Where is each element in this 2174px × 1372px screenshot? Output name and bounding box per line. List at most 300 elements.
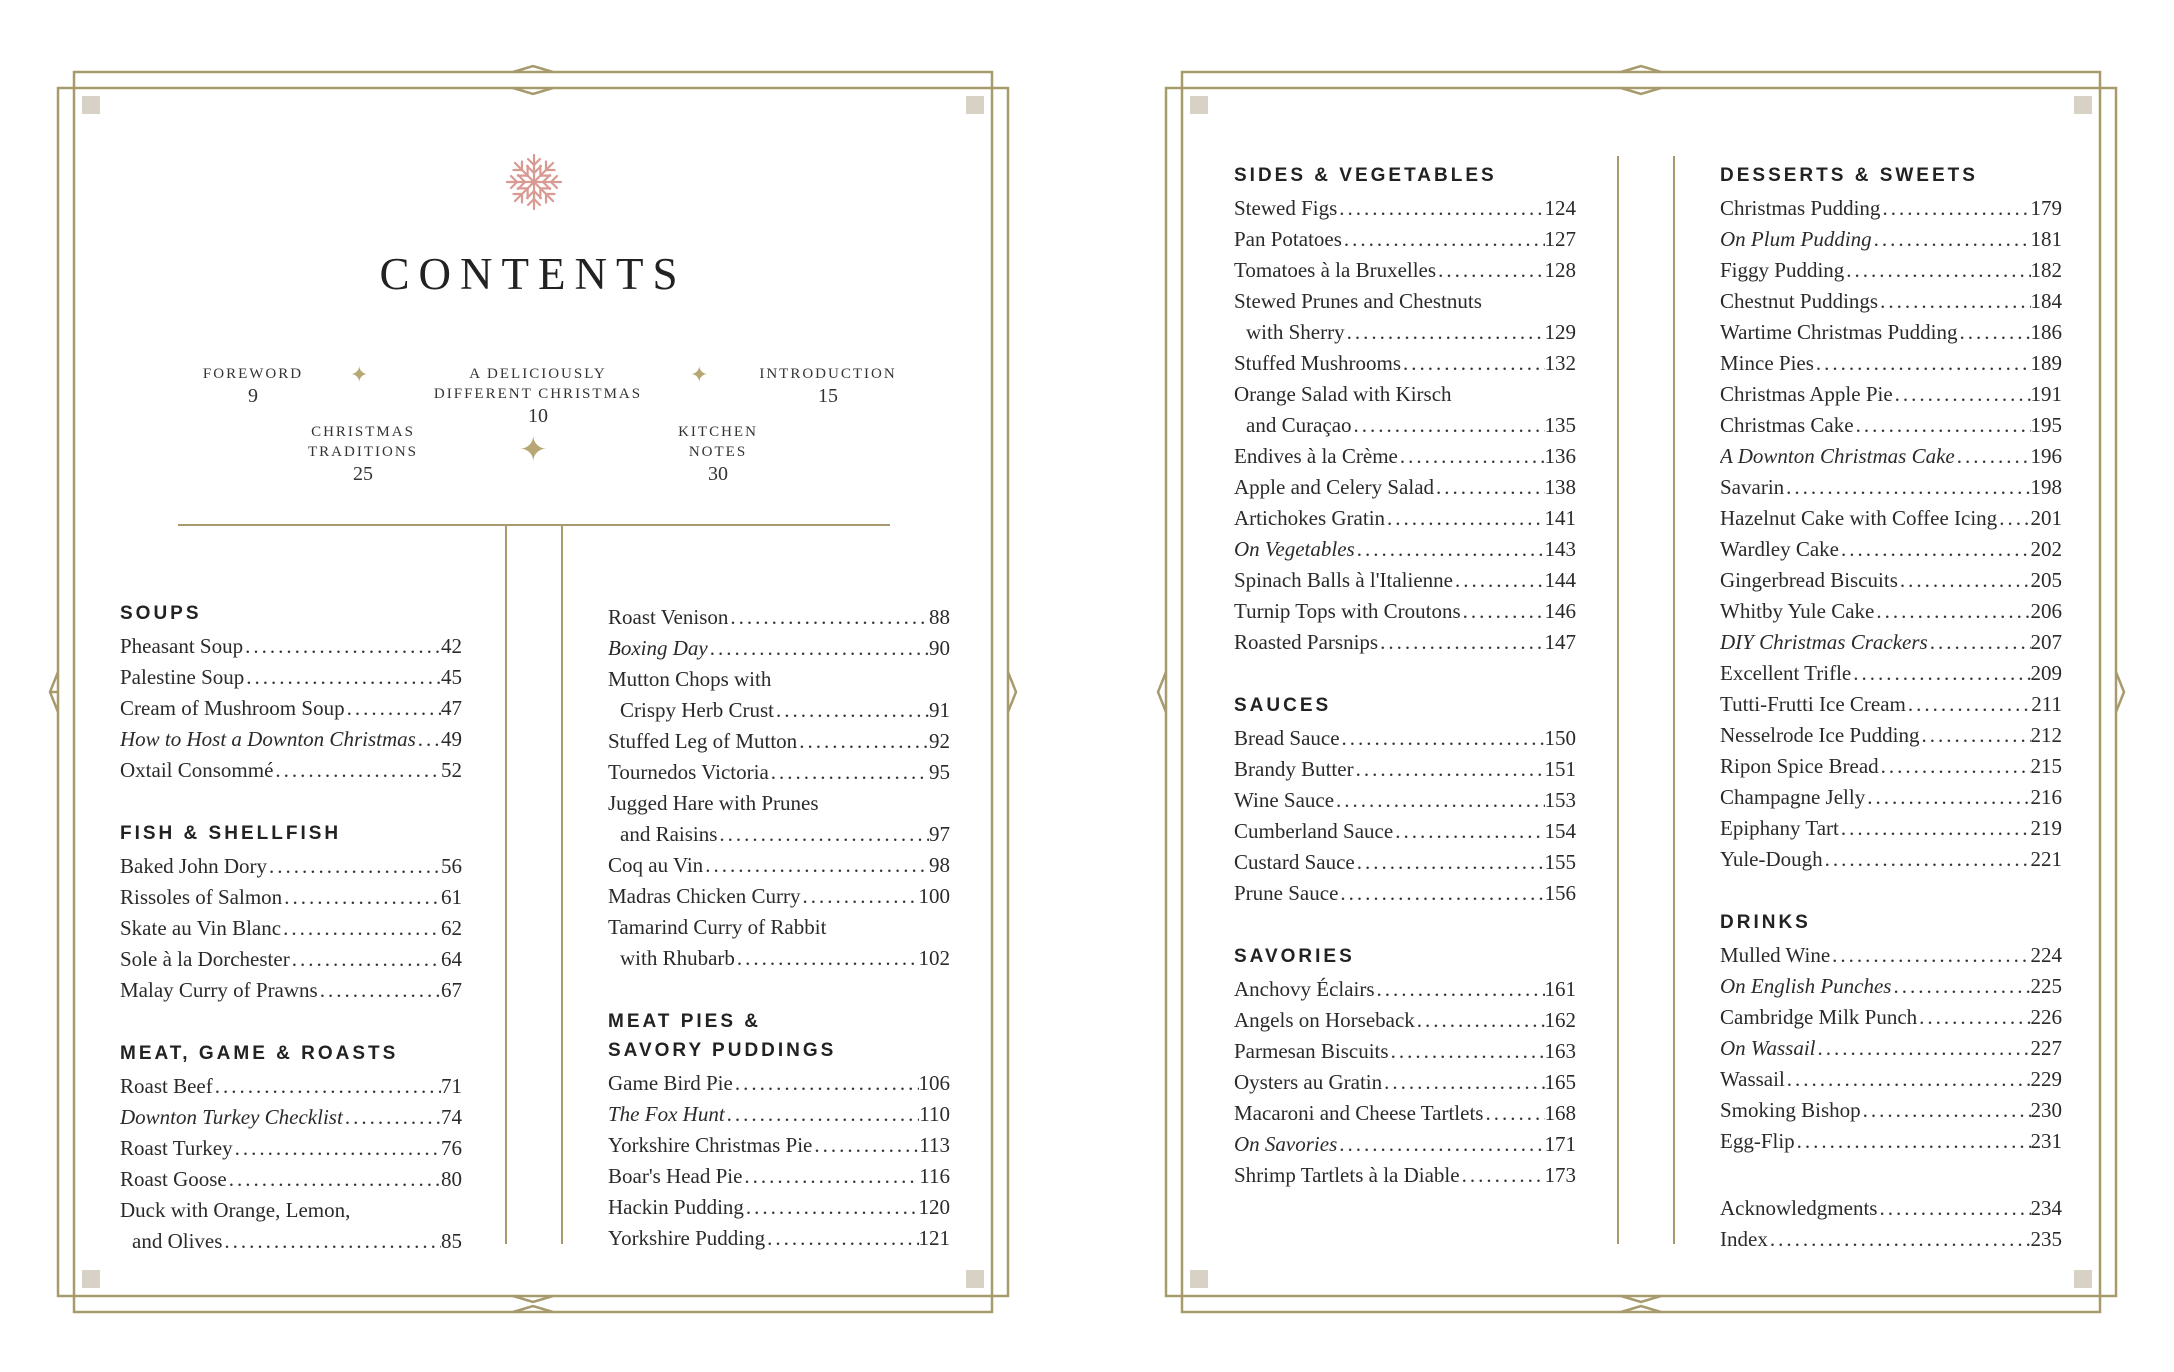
dot-leader bbox=[1957, 317, 2030, 348]
toc-entry bbox=[1234, 348, 1576, 379]
section-title: FISH & SHELLFISH bbox=[120, 823, 342, 844]
entry-title: Roast Goose bbox=[120, 1167, 227, 1191]
entry-page-number: 144 bbox=[1544, 568, 1576, 592]
dot-leader bbox=[343, 1102, 441, 1133]
entry-page-number: 76 bbox=[441, 1136, 462, 1160]
entry-title: Artichokes Gratin bbox=[1234, 506, 1386, 530]
entry-title: Tournedos Victoria bbox=[608, 760, 769, 784]
toc-entry bbox=[608, 912, 950, 943]
entry-page-number: 129 bbox=[1544, 320, 1576, 344]
entry-page-number: 181 bbox=[2030, 227, 2062, 251]
entry-title: Gingerbread Biscuits bbox=[1720, 568, 1898, 592]
toc-entry bbox=[608, 788, 950, 819]
entry-page-number: 173 bbox=[1544, 1163, 1576, 1187]
entry-title: How to Host a Downton Christmas bbox=[120, 727, 416, 751]
toc-section bbox=[608, 602, 950, 974]
toc-entry bbox=[120, 1195, 462, 1226]
entry-page-number: 163 bbox=[1544, 1039, 1576, 1063]
entry-title: Figgy Pudding bbox=[1720, 258, 1845, 282]
entry-page-number: 230 bbox=[2030, 1098, 2062, 1122]
entry-page-number: 226 bbox=[2030, 1005, 2062, 1029]
toc-entry bbox=[608, 1161, 950, 1192]
entry-page-number: 227 bbox=[2030, 1036, 2062, 1060]
entry-page-number: 186 bbox=[2030, 320, 2062, 344]
entry-page-number: 74 bbox=[441, 1105, 462, 1129]
dot-leader bbox=[1823, 844, 2031, 875]
dot-leader bbox=[1355, 534, 1545, 565]
toc-entry bbox=[1234, 193, 1576, 224]
entry-page-number: 143 bbox=[1544, 537, 1576, 561]
dot-leader bbox=[244, 662, 441, 693]
toc-entry bbox=[608, 819, 950, 850]
entry-title: and Olives bbox=[132, 1229, 223, 1253]
dot-leader bbox=[318, 975, 441, 1006]
dot-leader bbox=[1385, 503, 1544, 534]
toc-entry bbox=[608, 1099, 950, 1130]
entry-title: Turnip Tops with Croutons bbox=[1234, 599, 1461, 623]
entry-title: Roast Venison bbox=[608, 605, 729, 629]
entry-title: Boxing Day bbox=[608, 636, 708, 660]
dot-leader bbox=[735, 943, 919, 974]
right-page bbox=[1166, 72, 2116, 1312]
dot-leader bbox=[1928, 627, 2031, 658]
entry-page-number: 67 bbox=[441, 978, 462, 1002]
dot-leader bbox=[800, 881, 918, 912]
dot-leader bbox=[1345, 317, 1545, 348]
entry-title: Anchovy Éclairs bbox=[1234, 977, 1375, 1001]
front-item-different-christmas: A DELICIOUSLY DIFFERENT CHRISTMAS 10 bbox=[433, 366, 643, 427]
entry-title: Hazelnut Cake with Coffee Icing bbox=[1720, 506, 1998, 530]
entry-page-number: 116 bbox=[919, 1164, 950, 1188]
toc-entry bbox=[1234, 379, 1576, 410]
column-divider bbox=[1617, 156, 1675, 1244]
page-title: CONTENTS bbox=[379, 249, 687, 299]
toc-column-1 bbox=[120, 602, 462, 1293]
dot-leader bbox=[233, 1133, 441, 1164]
entry-page-number: 121 bbox=[918, 1226, 950, 1250]
entry-page-number: 135 bbox=[1544, 413, 1576, 437]
dot-leader bbox=[273, 755, 441, 786]
toc-entry bbox=[120, 882, 462, 913]
toc-entry bbox=[1720, 441, 2062, 472]
entry-page-number: 221 bbox=[2030, 847, 2062, 871]
toc-entry bbox=[1234, 785, 1576, 816]
entry-page-number: 147 bbox=[1544, 630, 1576, 654]
entry-page-number: 120 bbox=[918, 1195, 950, 1219]
toc-section-meat-pies bbox=[608, 1010, 950, 1254]
entry-page-number: 124 bbox=[1544, 196, 1576, 220]
entry-title: Tutti-Frutti Ice Cream bbox=[1720, 692, 1906, 716]
entry-page-number: 64 bbox=[441, 947, 462, 971]
dot-leader bbox=[1872, 224, 2031, 255]
toc-entry bbox=[608, 757, 950, 788]
entry-page-number: 184 bbox=[2030, 289, 2062, 313]
dot-leader bbox=[1906, 689, 2031, 720]
entry-title: On Wassail bbox=[1720, 1036, 1816, 1060]
entry-page-number: 100 bbox=[918, 884, 950, 908]
entry-page-number: 90 bbox=[929, 636, 950, 660]
dot-leader bbox=[1879, 751, 2031, 782]
entry-title: Whitby Yule Cake bbox=[1720, 599, 1875, 623]
toc-entry bbox=[608, 1130, 950, 1161]
entry-page-number: 235 bbox=[2030, 1227, 2062, 1251]
entry-title: Champagne Jelly bbox=[1720, 785, 1866, 809]
entry-page-number: 85 bbox=[441, 1229, 462, 1253]
toc-entry bbox=[1234, 565, 1576, 596]
entry-title: Acknowledgments bbox=[1720, 1196, 1878, 1220]
toc-entry bbox=[1720, 286, 2062, 317]
entry-title: Prune Sauce bbox=[1234, 881, 1339, 905]
toc-entry bbox=[1234, 286, 1576, 317]
dot-leader bbox=[1389, 1036, 1545, 1067]
dot-leader bbox=[1768, 1224, 2031, 1255]
section-title: SAVORIES bbox=[1234, 946, 1355, 967]
toc-entry bbox=[1720, 751, 2062, 782]
entry-title: DIY Christmas Crackers bbox=[1720, 630, 1928, 654]
front-item-kitchen-notes: KITCHEN NOTES 30 bbox=[678, 424, 758, 485]
entry-page-number: 128 bbox=[1544, 258, 1576, 282]
entry-title: with Sherry bbox=[1246, 320, 1345, 344]
entry-title: Parmesan Biscuits bbox=[1234, 1039, 1389, 1063]
dot-leader bbox=[213, 1071, 441, 1102]
front-item-foreword: FOREWORD 9 bbox=[202, 366, 304, 407]
entry-page-number: 209 bbox=[2030, 661, 2062, 685]
toc-entry bbox=[1720, 596, 2062, 627]
entry-page-number: 80 bbox=[441, 1167, 462, 1191]
dot-leader bbox=[1861, 1095, 2031, 1126]
toc-column-2 bbox=[608, 602, 950, 1290]
toc-entry bbox=[120, 693, 462, 724]
entry-title: Sole à la Dorchester bbox=[120, 947, 290, 971]
entry-title: Stewed Prunes and Chestnuts bbox=[1234, 289, 1482, 313]
toc-entry bbox=[1720, 1033, 2062, 1064]
entry-title: Skate au Vin Blanc bbox=[120, 916, 282, 940]
entry-title: Cream of Mushroom Soup bbox=[120, 696, 345, 720]
entry-title: The Fox Hunt bbox=[608, 1102, 725, 1126]
dot-leader bbox=[1334, 785, 1544, 816]
toc-entry bbox=[1234, 754, 1576, 785]
entry-page-number: 56 bbox=[441, 854, 462, 878]
toc-entry bbox=[1720, 813, 2062, 844]
toc-entry bbox=[1720, 379, 2062, 410]
toc-entry bbox=[1234, 816, 1576, 847]
entry-title: Mulled Wine bbox=[1720, 943, 1831, 967]
entry-page-number: 211 bbox=[2031, 692, 2062, 716]
dot-leader bbox=[1874, 596, 2030, 627]
entry-page-number: 205 bbox=[2030, 568, 2062, 592]
toc-entry bbox=[1234, 596, 1576, 627]
toc-entry bbox=[1234, 974, 1576, 1005]
toc-entry bbox=[120, 944, 462, 975]
dot-leader bbox=[222, 1226, 441, 1257]
toc-entry bbox=[120, 662, 462, 693]
entry-title: Yule-Dough bbox=[1720, 847, 1823, 871]
dot-leader bbox=[1354, 754, 1545, 785]
section-title: SAVORY PUDDINGS bbox=[608, 1040, 837, 1061]
dot-leader bbox=[416, 724, 441, 755]
toc-entry bbox=[120, 724, 462, 755]
toc-entry bbox=[1720, 1224, 2062, 1255]
dot-leader bbox=[1844, 255, 2030, 286]
entry-page-number: 215 bbox=[2030, 754, 2062, 778]
entry-title: Oxtail Consommé bbox=[120, 758, 274, 782]
entry-title: Christmas Cake bbox=[1720, 413, 1854, 437]
entry-page-number: 91 bbox=[929, 698, 950, 722]
toc-section-sauces bbox=[1234, 694, 1576, 909]
entry-title: Macaroni and Cheese Tartlets bbox=[1234, 1101, 1484, 1125]
entry-page-number: 212 bbox=[2030, 723, 2062, 747]
entry-title: A Downton Christmas Cake bbox=[1720, 444, 1955, 468]
toc-entry bbox=[1234, 627, 1576, 658]
entry-title: Christmas Apple Pie bbox=[1720, 382, 1893, 406]
entry-title: Oysters au Gratin bbox=[1234, 1070, 1383, 1094]
section-title: DRINKS bbox=[1720, 912, 1811, 933]
toc-entry bbox=[1234, 472, 1576, 503]
dot-leader bbox=[1880, 193, 2030, 224]
section-title: DESSERTS & SWEETS bbox=[1720, 165, 1978, 186]
toc-entry bbox=[1720, 720, 2062, 751]
entry-page-number: 47 bbox=[441, 696, 462, 720]
entry-title: Malay Curry of Prawns bbox=[120, 978, 318, 1002]
toc-entry bbox=[1234, 317, 1576, 348]
dot-leader bbox=[1839, 813, 2031, 844]
entry-title: Duck with Orange, Lemon, bbox=[120, 1198, 351, 1222]
entry-page-number: 155 bbox=[1544, 850, 1576, 874]
toc-column-1 bbox=[1234, 164, 1576, 1227]
dot-leader bbox=[243, 631, 441, 662]
entry-page-number: 71 bbox=[441, 1074, 462, 1098]
entry-page-number: 42 bbox=[441, 634, 462, 658]
entry-title: Cambridge Milk Punch bbox=[1720, 1005, 1918, 1029]
entry-page-number: 52 bbox=[441, 758, 462, 782]
entry-title: and Curaçao bbox=[1246, 413, 1352, 437]
dot-leader bbox=[1378, 627, 1544, 658]
toc-entry bbox=[608, 602, 950, 633]
dot-leader bbox=[1785, 1064, 2031, 1095]
dot-leader bbox=[1839, 534, 2030, 565]
dot-leader bbox=[1865, 782, 2030, 813]
toc-entry bbox=[1234, 224, 1576, 255]
entry-page-number: 168 bbox=[1544, 1101, 1576, 1125]
entry-title: Brandy Butter bbox=[1234, 757, 1354, 781]
entry-page-number: 219 bbox=[2030, 816, 2062, 840]
toc-entry bbox=[1720, 410, 2062, 441]
entry-title: On Plum Pudding bbox=[1720, 227, 1872, 251]
dot-leader bbox=[1340, 723, 1545, 754]
entry-title: Hackin Pudding bbox=[608, 1195, 744, 1219]
toc-section-desserts-sweets bbox=[1720, 164, 2062, 875]
entry-page-number: 154 bbox=[1544, 819, 1576, 843]
entry-title: Pan Potatoes bbox=[1234, 227, 1342, 251]
toc-entry bbox=[1720, 503, 2062, 534]
toc-entry bbox=[1720, 224, 2062, 255]
entry-title: Game Bird Pie bbox=[608, 1071, 733, 1095]
entry-page-number: 231 bbox=[2030, 1129, 2062, 1153]
toc-entry bbox=[608, 943, 950, 974]
entry-title: Epiphany Tart bbox=[1720, 816, 1839, 840]
entry-title: Roast Turkey bbox=[120, 1136, 233, 1160]
entry-title: Wassail bbox=[1720, 1067, 1785, 1091]
toc-entry bbox=[120, 913, 462, 944]
dot-leader bbox=[703, 850, 929, 881]
dot-leader bbox=[281, 913, 441, 944]
entry-page-number: 97 bbox=[929, 822, 950, 846]
entry-page-number: 151 bbox=[1544, 757, 1576, 781]
dot-leader bbox=[1784, 472, 2030, 503]
entry-page-number: 88 bbox=[929, 605, 950, 629]
dot-leader bbox=[1893, 379, 2031, 410]
entry-page-number: 202 bbox=[2030, 537, 2062, 561]
entry-title: Excellent Trifle bbox=[1720, 661, 1852, 685]
section-title: SIDES & VEGETABLES bbox=[1234, 165, 1497, 186]
entry-title: Mince Pies bbox=[1720, 351, 1814, 375]
toc-entry bbox=[1720, 255, 2062, 286]
toc-entry bbox=[120, 1102, 462, 1133]
toc-entry bbox=[120, 1133, 462, 1164]
dot-leader bbox=[1854, 410, 2031, 441]
entry-title: Orange Salad with Kirsch bbox=[1234, 382, 1452, 406]
toc-entry bbox=[120, 975, 462, 1006]
entry-title: Coq au Vin bbox=[608, 853, 704, 877]
dot-leader bbox=[1898, 565, 2031, 596]
entry-page-number: 165 bbox=[1544, 1070, 1576, 1094]
star-ornament-icon: ✦ bbox=[350, 362, 369, 387]
toc-entry bbox=[1234, 1129, 1576, 1160]
toc-entry bbox=[1720, 1095, 2062, 1126]
entry-page-number: 45 bbox=[441, 665, 462, 689]
entry-page-number: 61 bbox=[441, 885, 462, 909]
entry-page-number: 92 bbox=[929, 729, 950, 753]
entry-title: Stuffed Mushrooms bbox=[1234, 351, 1402, 375]
toc-entry bbox=[1720, 1193, 2062, 1224]
entry-title: Nesselrode Ice Pudding bbox=[1720, 723, 1920, 747]
toc-section-sides-vegetables bbox=[1234, 164, 1576, 658]
toc-entry bbox=[1234, 847, 1576, 878]
dot-leader bbox=[708, 633, 929, 664]
toc-entry bbox=[1720, 940, 2062, 971]
entry-page-number: 201 bbox=[2030, 506, 2062, 530]
toc-entry bbox=[120, 755, 462, 786]
toc-entry bbox=[1234, 255, 1576, 286]
dot-leader bbox=[1393, 816, 1544, 847]
entry-title: Wartime Christmas Pudding bbox=[1720, 320, 1958, 344]
entry-page-number: 98 bbox=[929, 853, 950, 877]
toc-entry bbox=[608, 633, 950, 664]
entry-title: Roasted Parsnips bbox=[1234, 630, 1379, 654]
dot-leader bbox=[1917, 1002, 2030, 1033]
entry-page-number: 132 bbox=[1544, 351, 1576, 375]
toc-entry bbox=[1720, 844, 2062, 875]
toc-entry bbox=[608, 695, 950, 726]
entry-title: with Rhubarb bbox=[620, 946, 735, 970]
entry-page-number: 161 bbox=[1544, 977, 1576, 1001]
entry-page-number: 49 bbox=[441, 727, 462, 751]
toc-entry bbox=[1234, 1036, 1576, 1067]
snowflake-icon bbox=[504, 152, 564, 212]
toc-entry bbox=[1234, 1098, 1576, 1129]
dot-leader bbox=[1955, 441, 2031, 472]
toc-entry bbox=[1234, 410, 1576, 441]
dot-leader bbox=[1355, 847, 1545, 878]
entry-title: Crispy Herb Crust bbox=[620, 698, 774, 722]
entry-title: Tamarind Curry of Rabbit bbox=[608, 915, 827, 939]
toc-section bbox=[1720, 1193, 2062, 1255]
left-page bbox=[58, 72, 1008, 1312]
entry-title: Tomatoes à la Bruxelles bbox=[1234, 258, 1437, 282]
entry-page-number: 189 bbox=[2030, 351, 2062, 375]
entry-page-number: 153 bbox=[1544, 788, 1576, 812]
entry-title: On Savories bbox=[1234, 1132, 1338, 1156]
entry-title: Cumberland Sauce bbox=[1234, 819, 1394, 843]
entry-page-number: 216 bbox=[2030, 785, 2062, 809]
toc-entry bbox=[1720, 565, 2062, 596]
toc-entry bbox=[1720, 627, 2062, 658]
toc-entry bbox=[1720, 658, 2062, 689]
entry-title: Pheasant Soup bbox=[120, 634, 244, 658]
entry-title: Ripon Spice Bread bbox=[1720, 754, 1879, 778]
entry-page-number: 146 bbox=[1544, 599, 1576, 623]
entry-page-number: 162 bbox=[1544, 1008, 1576, 1032]
dot-leader bbox=[1338, 878, 1544, 909]
entry-page-number: 113 bbox=[919, 1133, 950, 1157]
entry-title: Yorkshire Christmas Pie bbox=[608, 1133, 813, 1157]
toc-entry bbox=[120, 1071, 462, 1102]
toc-entry bbox=[1234, 1067, 1576, 1098]
entry-page-number: 62 bbox=[441, 916, 462, 940]
entry-title: Spinach Balls à l'Italienne bbox=[1234, 568, 1453, 592]
dot-leader bbox=[1337, 193, 1544, 224]
entry-page-number: 206 bbox=[2030, 599, 2062, 623]
toc-entry bbox=[1234, 1160, 1576, 1191]
entry-page-number: 182 bbox=[2030, 258, 2062, 282]
entry-title: Madras Chicken Curry bbox=[608, 884, 801, 908]
entry-title: On English Punches bbox=[1720, 974, 1892, 998]
entry-title: Palestine Soup bbox=[120, 665, 245, 689]
dot-leader bbox=[1877, 1193, 2030, 1224]
entry-title: Christmas Pudding bbox=[1720, 196, 1881, 220]
toc-entry bbox=[608, 1223, 950, 1254]
toc-entry bbox=[1720, 1064, 2062, 1095]
entry-title: Boar's Head Pie bbox=[608, 1164, 743, 1188]
toc-entry bbox=[608, 1068, 950, 1099]
dot-leader bbox=[1919, 720, 2030, 751]
entry-title: Bread Sauce bbox=[1234, 726, 1340, 750]
entry-page-number: 207 bbox=[2030, 630, 2062, 654]
entry-page-number: 225 bbox=[2030, 974, 2062, 998]
entry-page-number: 198 bbox=[2030, 475, 2062, 499]
entry-title: Roast Beef bbox=[120, 1074, 213, 1098]
dot-leader bbox=[1434, 472, 1544, 503]
dot-leader bbox=[267, 851, 441, 882]
section-title: MEAT, GAME & ROASTS bbox=[120, 1043, 399, 1064]
dot-leader bbox=[1460, 1160, 1545, 1191]
entry-page-number: 141 bbox=[1544, 506, 1576, 530]
entry-page-number: 195 bbox=[2030, 413, 2062, 437]
toc-entry bbox=[120, 631, 462, 662]
front-item-christmas-traditions: CHRISTMAS TRADITIONS 25 bbox=[308, 424, 418, 485]
dot-leader bbox=[282, 882, 441, 913]
section-title: MEAT PIES & bbox=[608, 1011, 761, 1032]
toc-entry bbox=[1720, 534, 2062, 565]
dot-leader bbox=[1375, 974, 1545, 1005]
entry-title: Stuffed Leg of Mutton bbox=[608, 729, 798, 753]
entry-title: Mutton Chops with bbox=[608, 667, 772, 691]
dot-leader bbox=[717, 819, 929, 850]
dot-leader bbox=[1830, 940, 2030, 971]
entry-title: Chestnut Puddings bbox=[1720, 289, 1879, 313]
dot-leader bbox=[774, 695, 929, 726]
entry-page-number: 191 bbox=[2030, 382, 2062, 406]
